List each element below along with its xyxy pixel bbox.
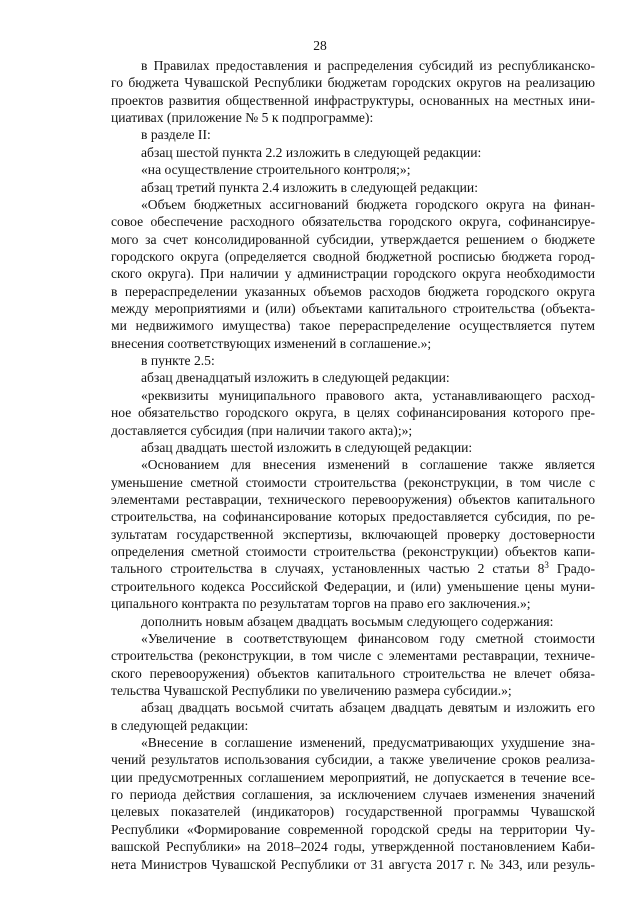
line-text: «Внесение в соглашение изменений, предусматривающих ухудшение зна-	[141, 735, 595, 751]
text-line	[111, 352, 595, 369]
text-line	[111, 665, 595, 682]
line-text: ми недвижимого имущества) такое перераспределение осуществляется путем	[111, 318, 595, 334]
text-line	[111, 491, 595, 508]
line-text: абзац шестой пункта 2.2 изложить в следующей редакции:	[141, 144, 482, 160]
line-text: в следующей редакции:	[111, 717, 249, 733]
text-line	[111, 439, 595, 456]
text-line	[111, 856, 595, 873]
line-text: дополнить новым абзацем двадцать восьмым следующего содержания:	[141, 613, 554, 629]
line-text: абзац третий пункта 2.4 изложить в следующей редакции:	[141, 179, 478, 195]
line-text-tail: Градо-	[548, 561, 595, 577]
line-text: ципального контракта по результатам торгов на право его заключения.»;	[111, 596, 531, 612]
line-text: в Правилах предоставления и распределения субсидий из республиканско-	[141, 58, 595, 73]
text-line	[111, 474, 595, 491]
line-text: в пункте 2.5:	[141, 353, 215, 369]
line-text: мого за счет консолидированной субсидии, утверждается решением о бюджете	[111, 231, 595, 247]
text-line	[111, 179, 595, 196]
text-line	[111, 803, 595, 820]
text-line	[111, 786, 595, 803]
text-line	[111, 300, 595, 317]
text-line	[111, 734, 595, 751]
text-line	[111, 543, 595, 560]
line-text: ное обязательство городского округа, в целях софинансирования которого пре-	[111, 405, 595, 421]
line-text: в перераспределении указанных объемов расходов бюджета городского округа	[111, 283, 595, 299]
text-line	[111, 144, 595, 161]
line-text: абзац двадцать восьмой считать абзацем двадцать девятым и изложить его	[141, 700, 595, 716]
line-text: строительного кодекса Российской Федерации, и (или) уменьшение цены муни-	[111, 578, 595, 594]
line-text: доставляется субсидия (при наличии такого акта);»;	[111, 422, 413, 438]
line-text: абзац двадцать шестой изложить в следующей редакции:	[141, 439, 473, 455]
line-text: чений результатов использования субсидии, а также увеличение сроков реализа-	[111, 752, 595, 768]
line-text: ского округа). При наличии у администрации городского округа необходимости	[111, 266, 595, 282]
line-text: Республики «Формирование современной городской среды на территории Чу-	[111, 821, 595, 837]
text-line	[111, 317, 595, 334]
text-line	[111, 92, 595, 109]
text-line	[111, 526, 595, 543]
page-number: 28	[313, 38, 327, 53]
text-line	[111, 613, 595, 630]
line-text: «реквизиты муниципального правового акта, устанавливающего расход-	[141, 387, 595, 403]
text-line	[111, 751, 595, 768]
line-text: тельства Чувашской Республики по увеличению размера субсидии.»;	[111, 682, 512, 698]
line-text: проектов развития общественной инфраструктуры, основанных на местных ини-	[111, 92, 595, 108]
text-line	[111, 404, 595, 421]
line-text: нета Министров Чувашской Республики от 31 августа 2017 г. № 343, или резуль-	[111, 856, 595, 872]
text-line	[111, 248, 595, 265]
line-text: «Увеличение в соответствующем финансовом году сметной стоимости	[141, 630, 595, 646]
line-text: «Объем бюджетных ассигнований бюджета городского округа на финан-	[141, 196, 595, 212]
text-line	[111, 578, 595, 595]
line-text: строительства, на софинансирование которых предоставляется субсидия, по ре-	[111, 509, 595, 525]
text-line	[111, 387, 595, 404]
text-line	[111, 265, 595, 282]
text-line	[111, 508, 595, 525]
line-text: ского перевооружения) объектов капитального строительства не влечет обяза-	[111, 665, 595, 681]
line-text: вашской Республики» на 2018–2024 годы, утвержденной постановлением Каби-	[111, 839, 595, 855]
text-line	[111, 595, 595, 612]
text-line	[111, 422, 595, 439]
line-text: целевых показателей (индикаторов) государственной программы Чувашской	[111, 804, 595, 820]
line-text: между мероприятиями и (или) объектами капитального строительства (объекта-	[111, 301, 595, 317]
line-text: внесения соответствующих изменений в соглашение.»;	[111, 335, 432, 351]
line-text: го бюджета Чувашской Республики бюджетам городских округов на реализацию	[111, 75, 595, 91]
text-line	[111, 456, 595, 473]
text-line	[111, 682, 595, 699]
line-text: го периода действия соглашения, за исключением случаев изменения значений	[111, 787, 595, 803]
text-line	[111, 231, 595, 248]
text-line	[111, 283, 595, 300]
text-line	[111, 838, 595, 855]
line-text: ции предусмотренных соглашением мероприятий, не допускается в течение все-	[111, 769, 595, 785]
text-line	[111, 560, 595, 577]
line-text: строительства (реконструкции, в том числе с элементами реставрации, техниче-	[111, 648, 595, 664]
text-line	[111, 196, 595, 213]
text-line	[111, 821, 595, 838]
text-line	[111, 769, 595, 786]
line-text: элементами реставрации, технического перевооружения) объектов капитального	[111, 492, 595, 507]
text-line	[111, 647, 595, 664]
superscript: 3	[544, 560, 549, 571]
text-line	[111, 335, 595, 352]
line-text: в разделе II:	[141, 127, 211, 143]
text-line	[111, 369, 595, 386]
line-text: совое обеспечение расходного обязательства городского округа, софинансируе-	[111, 214, 595, 230]
line-text: определения сметной стоимости строительства (реконструкции) объектов капи-	[111, 544, 595, 560]
line-text: «Основанием для внесения изменений в соглашение также является	[141, 457, 595, 473]
line-text: тального строительства в случаях, установленных частью 2 статьи 8	[111, 561, 545, 577]
text-line	[111, 630, 595, 647]
text-line	[111, 109, 595, 126]
line-text: уменьшение сметной стоимости строительства (реконструкции, в том числе с	[111, 474, 595, 490]
text-line	[111, 213, 595, 230]
text-line	[111, 699, 595, 716]
line-text: «на осуществление строительного контроля;»;	[141, 162, 411, 178]
text-line	[111, 74, 595, 91]
line-text: циативах (приложение № 5 к подпрограмме):	[111, 110, 374, 126]
line-text: городского округа (определяется сводной бюджетной росписью бюджета город-	[111, 248, 595, 264]
text-line	[111, 57, 595, 74]
text-line	[111, 161, 595, 178]
line-text: зультатам государственной экспертизы, включающей проверку достоверности	[111, 526, 595, 542]
line-text: абзац двенадцатый изложить в следующей редакции:	[141, 370, 450, 386]
text-line	[111, 126, 595, 143]
text-line	[111, 717, 595, 734]
